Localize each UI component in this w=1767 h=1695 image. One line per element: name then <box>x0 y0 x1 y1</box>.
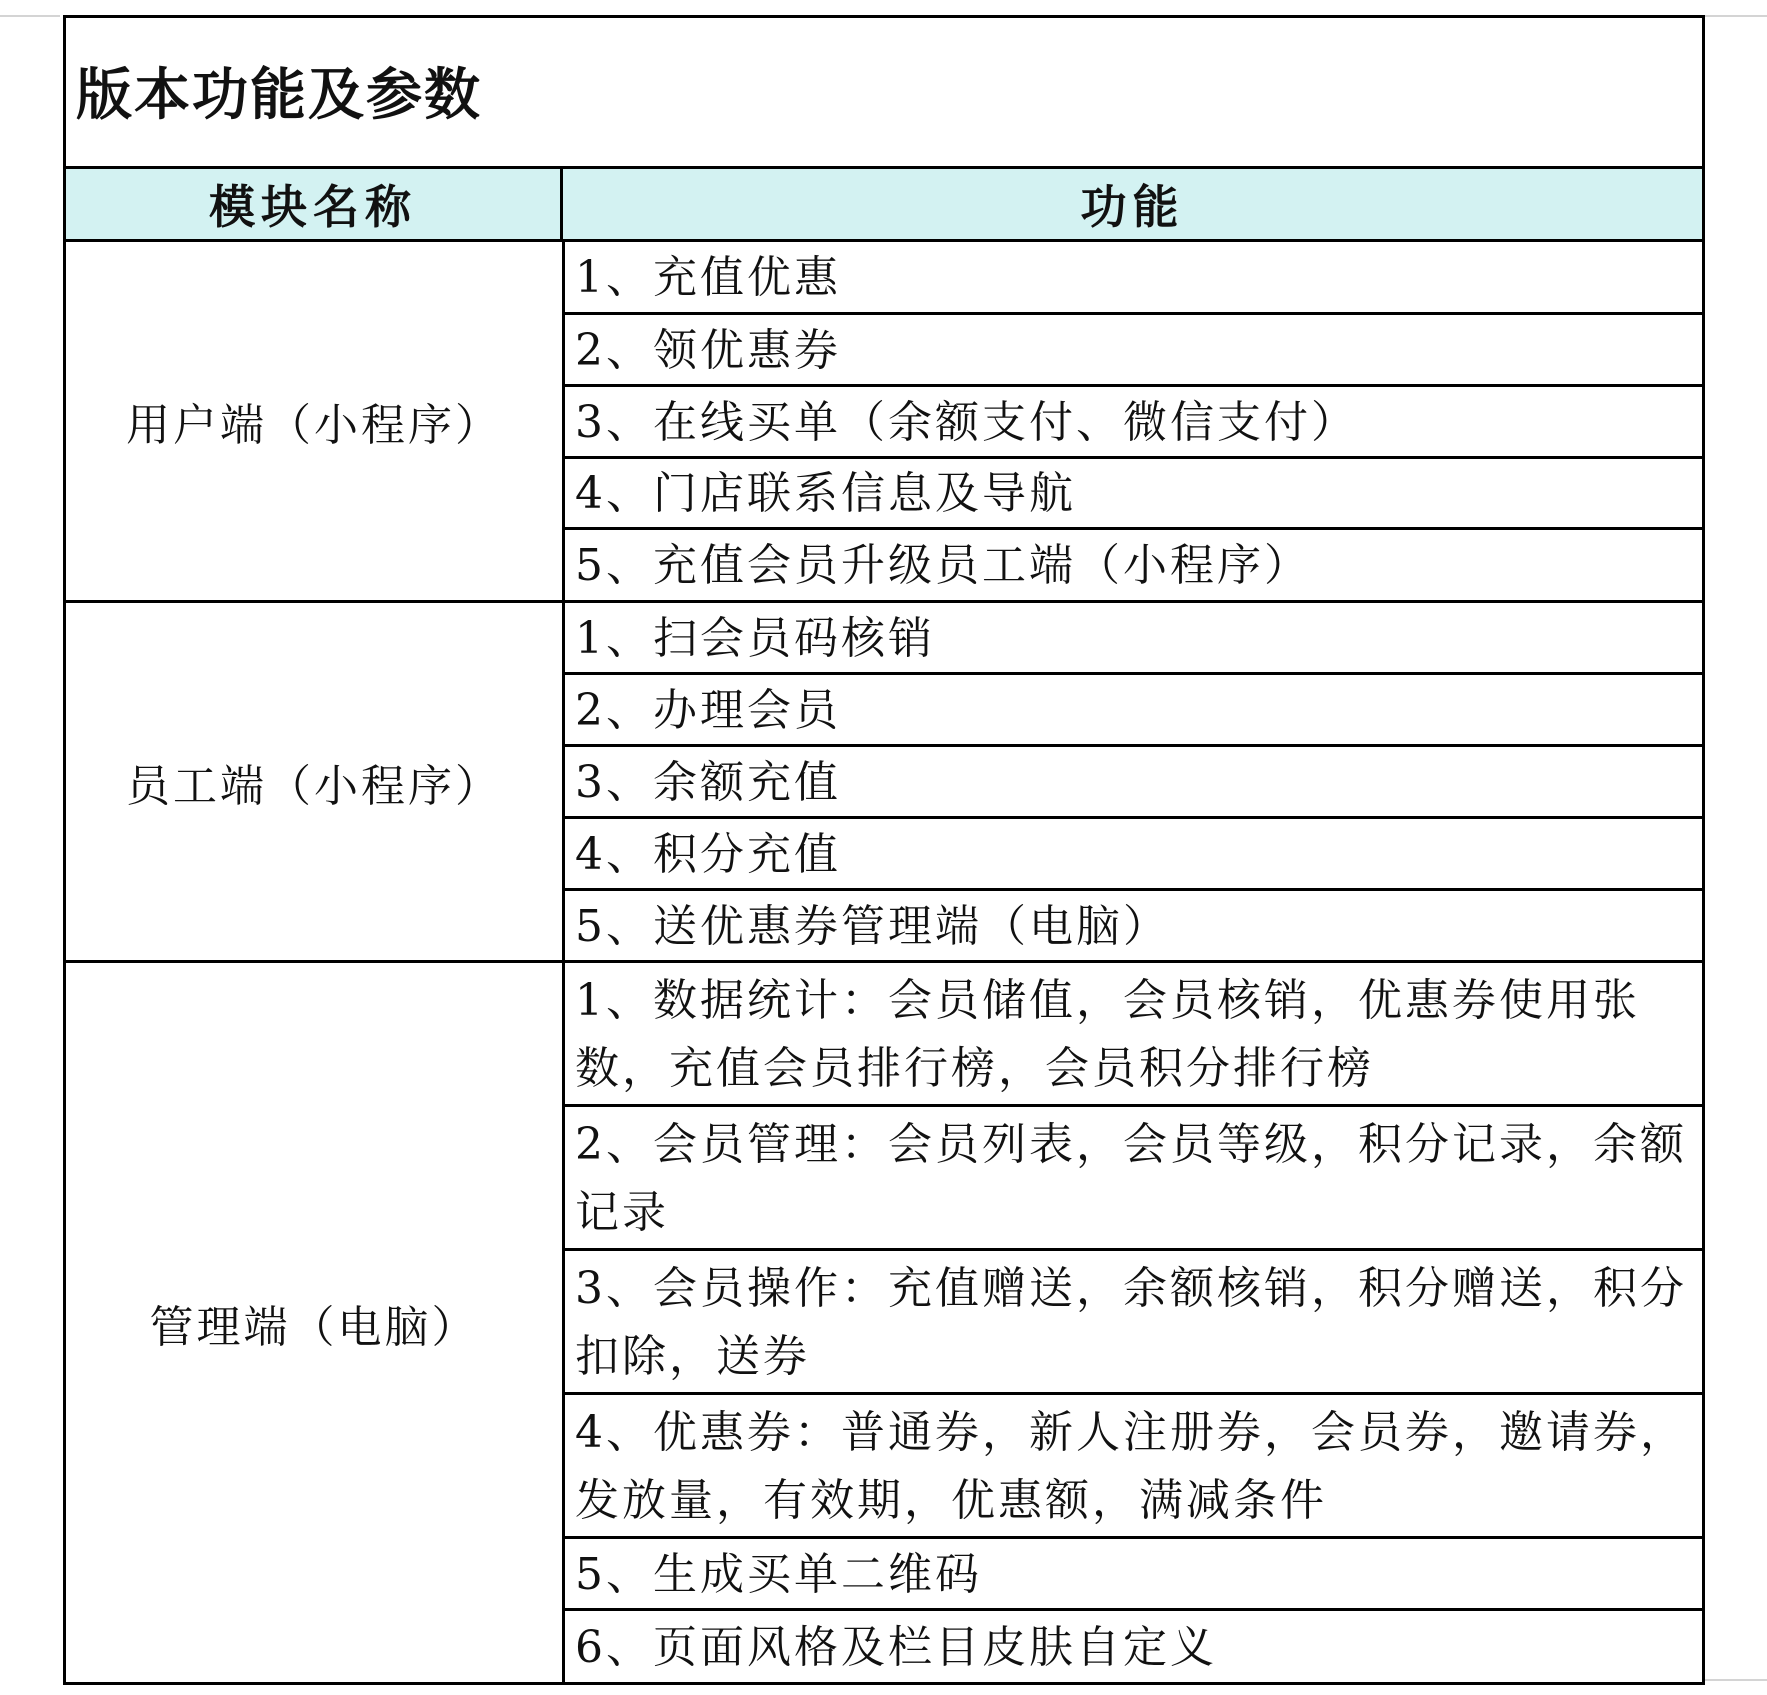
feature-text: 4、门店联系信息及导航 <box>575 468 1076 519</box>
feature-text: 5、送优惠券管理端（电脑） <box>575 900 1170 952</box>
sheet-gridline <box>0 15 60 17</box>
feature-text: 5、充值会员升级员工端（小程序） <box>575 540 1311 591</box>
sheet-gridline <box>1702 1679 1767 1681</box>
feature-text: 3、余额充值 <box>575 756 841 808</box>
feature-text: 4、优惠券：普通券，新人注册券，会员券，邀请券，发放量，有效期，优惠额，满减条件 <box>575 1406 1687 1526</box>
title-row <box>66 18 1702 169</box>
feature-row <box>565 1107 1702 1251</box>
sheet-gridline <box>1702 15 1767 17</box>
feature-text: 2、办理会员 <box>575 684 841 736</box>
column-header-module-name: 模块名称 <box>66 169 563 242</box>
feature-text: 3、会员操作：充值赠送，余额核销，积分赠送，积分扣除，送券 <box>575 1262 1687 1382</box>
feature-row <box>565 1611 1702 1682</box>
feature-row <box>565 603 1702 675</box>
feature-text: 2、会员管理：会员列表，会员等级，积分记录，余额记录 <box>575 1118 1687 1238</box>
feature-text: 4、积分充值 <box>575 828 841 880</box>
column-header-features: 功能 <box>563 169 1702 242</box>
feature-row <box>565 747 1702 819</box>
document-title: 版本功能及参数 <box>76 63 482 128</box>
feature-text: 2、领优惠券 <box>575 324 841 376</box>
module-cell-staff: 员工端（小程序） <box>66 603 562 963</box>
feature-text: 5、生成买单二维码 <box>575 1548 982 1600</box>
feature-row <box>565 387 1702 459</box>
feature-table <box>63 15 1705 1685</box>
feature-row <box>565 1539 1702 1611</box>
module-cell-admin: 管理端（电脑） <box>149 1301 479 1353</box>
feature-text: 1、数据统计：会员储值，会员核销，优惠券使用张数，充值会员排行榜，会员积分排行榜 <box>575 974 1640 1094</box>
feature-row <box>565 963 1702 1107</box>
feature-text: 3、在线买单（余额支付、微信支付） <box>575 396 1358 448</box>
feature-row <box>565 819 1702 891</box>
feature-text: 1、充值优惠 <box>575 252 841 303</box>
feature-text: 6、页面风格及栏目皮肤自定义 <box>575 1621 1217 1673</box>
feature-row <box>565 530 1702 603</box>
feature-text: 1、扫会员码核销 <box>575 612 935 664</box>
feature-row <box>565 1251 1702 1395</box>
feature-row <box>565 315 1702 387</box>
feature-row <box>565 891 1702 963</box>
feature-row <box>565 1395 1702 1539</box>
feature-row <box>565 242 1702 315</box>
module-cell-user: 用户端（小程序） <box>66 242 562 603</box>
feature-row <box>565 675 1702 747</box>
feature-row <box>565 459 1702 530</box>
